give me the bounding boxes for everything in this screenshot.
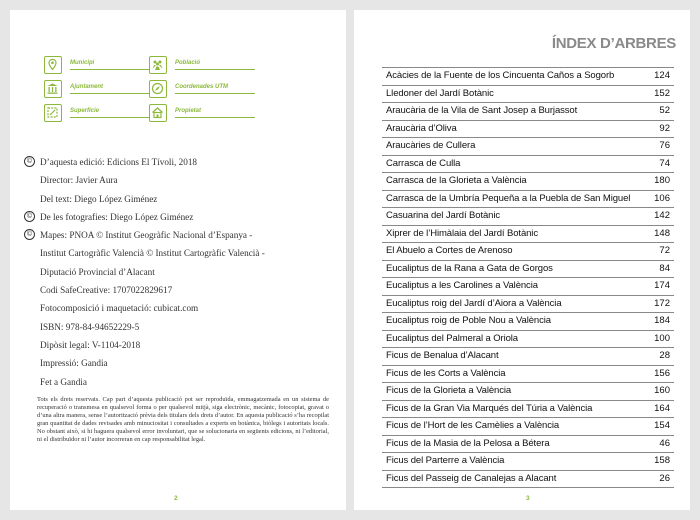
entry-page: 26 xyxy=(659,472,670,484)
credit-text: Codi SafeCreative: 1707022829617 xyxy=(40,285,173,296)
entry-name: Eucaliptus roig del Jardí d’Aiora a València xyxy=(386,297,562,309)
credit-line xyxy=(24,192,324,210)
index-entry xyxy=(382,331,674,349)
legend-item-poblacio xyxy=(149,56,259,74)
index-entry xyxy=(382,366,674,384)
entry-page: 154 xyxy=(654,420,670,431)
entry-page: 52 xyxy=(659,105,670,116)
index-list xyxy=(382,67,674,488)
legend-item-coordenades xyxy=(149,80,259,98)
credit-line xyxy=(24,356,324,374)
credit-line xyxy=(24,228,324,246)
entry-name: Carrasca de Culla xyxy=(386,157,461,169)
entry-name: Ficus de la Glorieta a València xyxy=(386,385,512,396)
credit-line xyxy=(24,338,324,356)
index-entry xyxy=(382,401,674,419)
credit-line xyxy=(24,265,324,283)
entry-page: 74 xyxy=(659,157,670,169)
entry-page: 72 xyxy=(659,245,670,256)
map-pin-icon xyxy=(44,56,62,74)
legend-label: Superfície xyxy=(70,108,150,118)
credit-text: D’aquesta edició: Edicions El Tívoli, 2018 xyxy=(40,157,198,167)
index-entry xyxy=(382,313,674,331)
entry-page: 46 xyxy=(659,437,670,449)
entry-page: 160 xyxy=(654,385,670,396)
entry-name: Ficus de la Gran Via Marqués del Túria a València xyxy=(386,402,593,414)
entry-page: 100 xyxy=(654,332,670,344)
entry-page: 158 xyxy=(654,455,670,466)
credit-text: Impressió: Gandia xyxy=(40,358,108,369)
credit-line xyxy=(24,375,324,393)
entry-name: Araucària de la Vila de Sant Josep a Burjassot xyxy=(386,105,578,116)
index-entry xyxy=(382,86,674,104)
credit-line xyxy=(24,155,324,173)
legend-label: Propietat xyxy=(175,108,255,118)
page-number: 3 xyxy=(526,495,530,502)
entry-name: Ficus de les Corts a València xyxy=(386,367,506,379)
entry-page: 180 xyxy=(654,175,670,186)
credit-text: Diputació Provincial d’Alacant xyxy=(40,266,155,277)
area-icon xyxy=(44,104,62,122)
entry-page: 156 xyxy=(654,367,670,379)
copyright-icon: © xyxy=(24,229,35,240)
entry-page: 28 xyxy=(659,350,670,361)
entry-page: 152 xyxy=(654,87,670,99)
entry-page: 172 xyxy=(654,297,670,309)
credit-text: Dipòsit legal: V-1104-2018 xyxy=(40,339,141,350)
legend-label: Municipi xyxy=(70,60,150,70)
entry-page: 142 xyxy=(654,210,670,221)
entry-page: 184 xyxy=(654,315,670,326)
entry-name: Araucàries de Cullera xyxy=(386,140,476,151)
entry-name: Eucaliptus roig de Poble Nou a València xyxy=(386,315,551,326)
entry-name: Eucaliptus de la Rana a Gata de Gorgos xyxy=(386,262,553,274)
credit-line xyxy=(24,320,324,338)
index-entry xyxy=(382,173,674,191)
legend-label: Ajuntament xyxy=(70,84,150,94)
legend-label: Població xyxy=(175,60,255,70)
entry-page: 164 xyxy=(654,402,670,414)
index-entry xyxy=(382,348,674,366)
house-icon xyxy=(149,104,167,122)
index-entry xyxy=(382,418,674,436)
legend-item-propietat xyxy=(149,104,259,122)
index-entry xyxy=(382,296,674,314)
entry-page: 148 xyxy=(654,227,670,239)
index-entry xyxy=(382,383,674,401)
rights-notice: Tots els drets reservats. Cap part d’aquesta publicació pot ser reproduïda, emmagatzemada en un sistema de recuperació o transmesa en qualsevol forma o per qualsevol mitjà, siga electrònic, mecànic, fotocopiat, gravat o d’una altra manera, sense l’autorització prèvia dels titulars dels drets d’autor. En aquesta publicació s’ha recopilat gran quantitat de dades revisades amb minuciositat i consultades a experts en botànica, biòlegs i autoritats locals. No obstant això, si hi haguera qualsevol error involuntari, que se solucionaria en següents edicions, ni l’editorial, ni el distribuïdor ni l’autor incorreran en cap responsabilitat legal. xyxy=(37,396,329,443)
index-entry xyxy=(382,243,674,261)
page-number: 2 xyxy=(174,495,178,502)
copyright-icon: © xyxy=(24,211,35,222)
entry-name: Acàcies de la Fuente de los Cincuenta Caños a Sogorb xyxy=(386,70,615,81)
index-entry xyxy=(382,208,674,226)
index-entry xyxy=(382,226,674,244)
credit-line xyxy=(24,246,324,264)
left-page xyxy=(10,10,346,510)
index-entry xyxy=(382,121,674,139)
right-page xyxy=(354,10,690,510)
credit-line xyxy=(24,173,324,191)
legend-item-superficie xyxy=(44,104,154,122)
index-title: ÍNDEX D’ARBRES xyxy=(551,35,676,52)
entry-name: Ficus del Parterre a València xyxy=(386,455,505,466)
entry-name: Ficus del Passeig de Canalejas a Alacant xyxy=(386,472,557,484)
entry-name: Araucària d’Oliva xyxy=(386,122,457,134)
entry-name: El Abuelo a Cortes de Arenoso xyxy=(386,245,513,256)
entry-name: Ficus de Benalua d’Alacant xyxy=(386,350,499,361)
entry-page: 92 xyxy=(659,122,670,134)
entry-page: 84 xyxy=(659,262,670,274)
credit-line xyxy=(24,283,324,301)
entry-name: Ficus de la Masia de la Pelosa a Bétera xyxy=(386,437,550,449)
people-icon xyxy=(149,56,167,74)
credit-text: Director: Javier Aura xyxy=(40,175,118,186)
index-entry xyxy=(382,453,674,471)
compass-icon xyxy=(149,80,167,98)
index-entry xyxy=(382,68,674,86)
entry-name: Eucaliptus del Palmeral a Oriola xyxy=(386,332,518,344)
credit-text: Fotocomposició i maquetació: cubicat.com xyxy=(40,303,199,314)
entry-name: Lledoner del Jardí Botànic xyxy=(386,87,494,99)
entry-page: 106 xyxy=(654,192,670,204)
index-entry xyxy=(382,471,674,489)
credits-block xyxy=(24,155,324,393)
entry-name: Eucaliptus a les Carolines a València xyxy=(386,280,538,291)
credit-line xyxy=(24,301,324,319)
credit-text: Fet a Gandia xyxy=(40,376,87,387)
index-entry xyxy=(382,278,674,296)
entry-name: Casuarina del Jardí Botànic xyxy=(386,210,501,221)
entry-page: 174 xyxy=(654,280,670,291)
credit-text: De les fotografies: Diego López Giménez xyxy=(40,211,194,222)
index-entry xyxy=(382,156,674,174)
index-entry xyxy=(382,138,674,156)
town-hall-icon xyxy=(44,80,62,98)
entry-name: Carrasca de la Umbría Pequeña a la Puebla de San Miguel xyxy=(386,192,631,204)
index-entry xyxy=(382,436,674,454)
entry-name: Carrasca de la Glorieta a València xyxy=(386,175,527,186)
entry-name: Ficus de l’Hort de les Camèlies a València xyxy=(386,420,560,431)
copyright-icon: © xyxy=(24,156,35,167)
legend-item-ajuntament xyxy=(44,80,154,98)
legend-item-municipi xyxy=(44,56,154,74)
credit-text: Institut Cartogràfic Valencià © Institut Cartogràfic Valencià - xyxy=(40,248,265,259)
index-entry xyxy=(382,261,674,279)
credit-text: ISBN: 978-84-94652229-5 xyxy=(40,321,140,332)
index-entry xyxy=(382,191,674,209)
legend-label: Coordenades UTM xyxy=(175,84,255,94)
entry-name: Xiprer de l’Himàlaia del Jardí Botànic xyxy=(386,227,538,239)
entry-page: 76 xyxy=(659,140,670,151)
credit-text: Mapes: PNOA © Institut Geogràfic Nacional d’Espanya - xyxy=(40,230,253,241)
credit-line xyxy=(24,210,324,228)
index-entry xyxy=(382,103,674,121)
entry-page: 124 xyxy=(654,70,670,81)
credit-text: Del text: Diego López Giménez xyxy=(40,193,158,204)
